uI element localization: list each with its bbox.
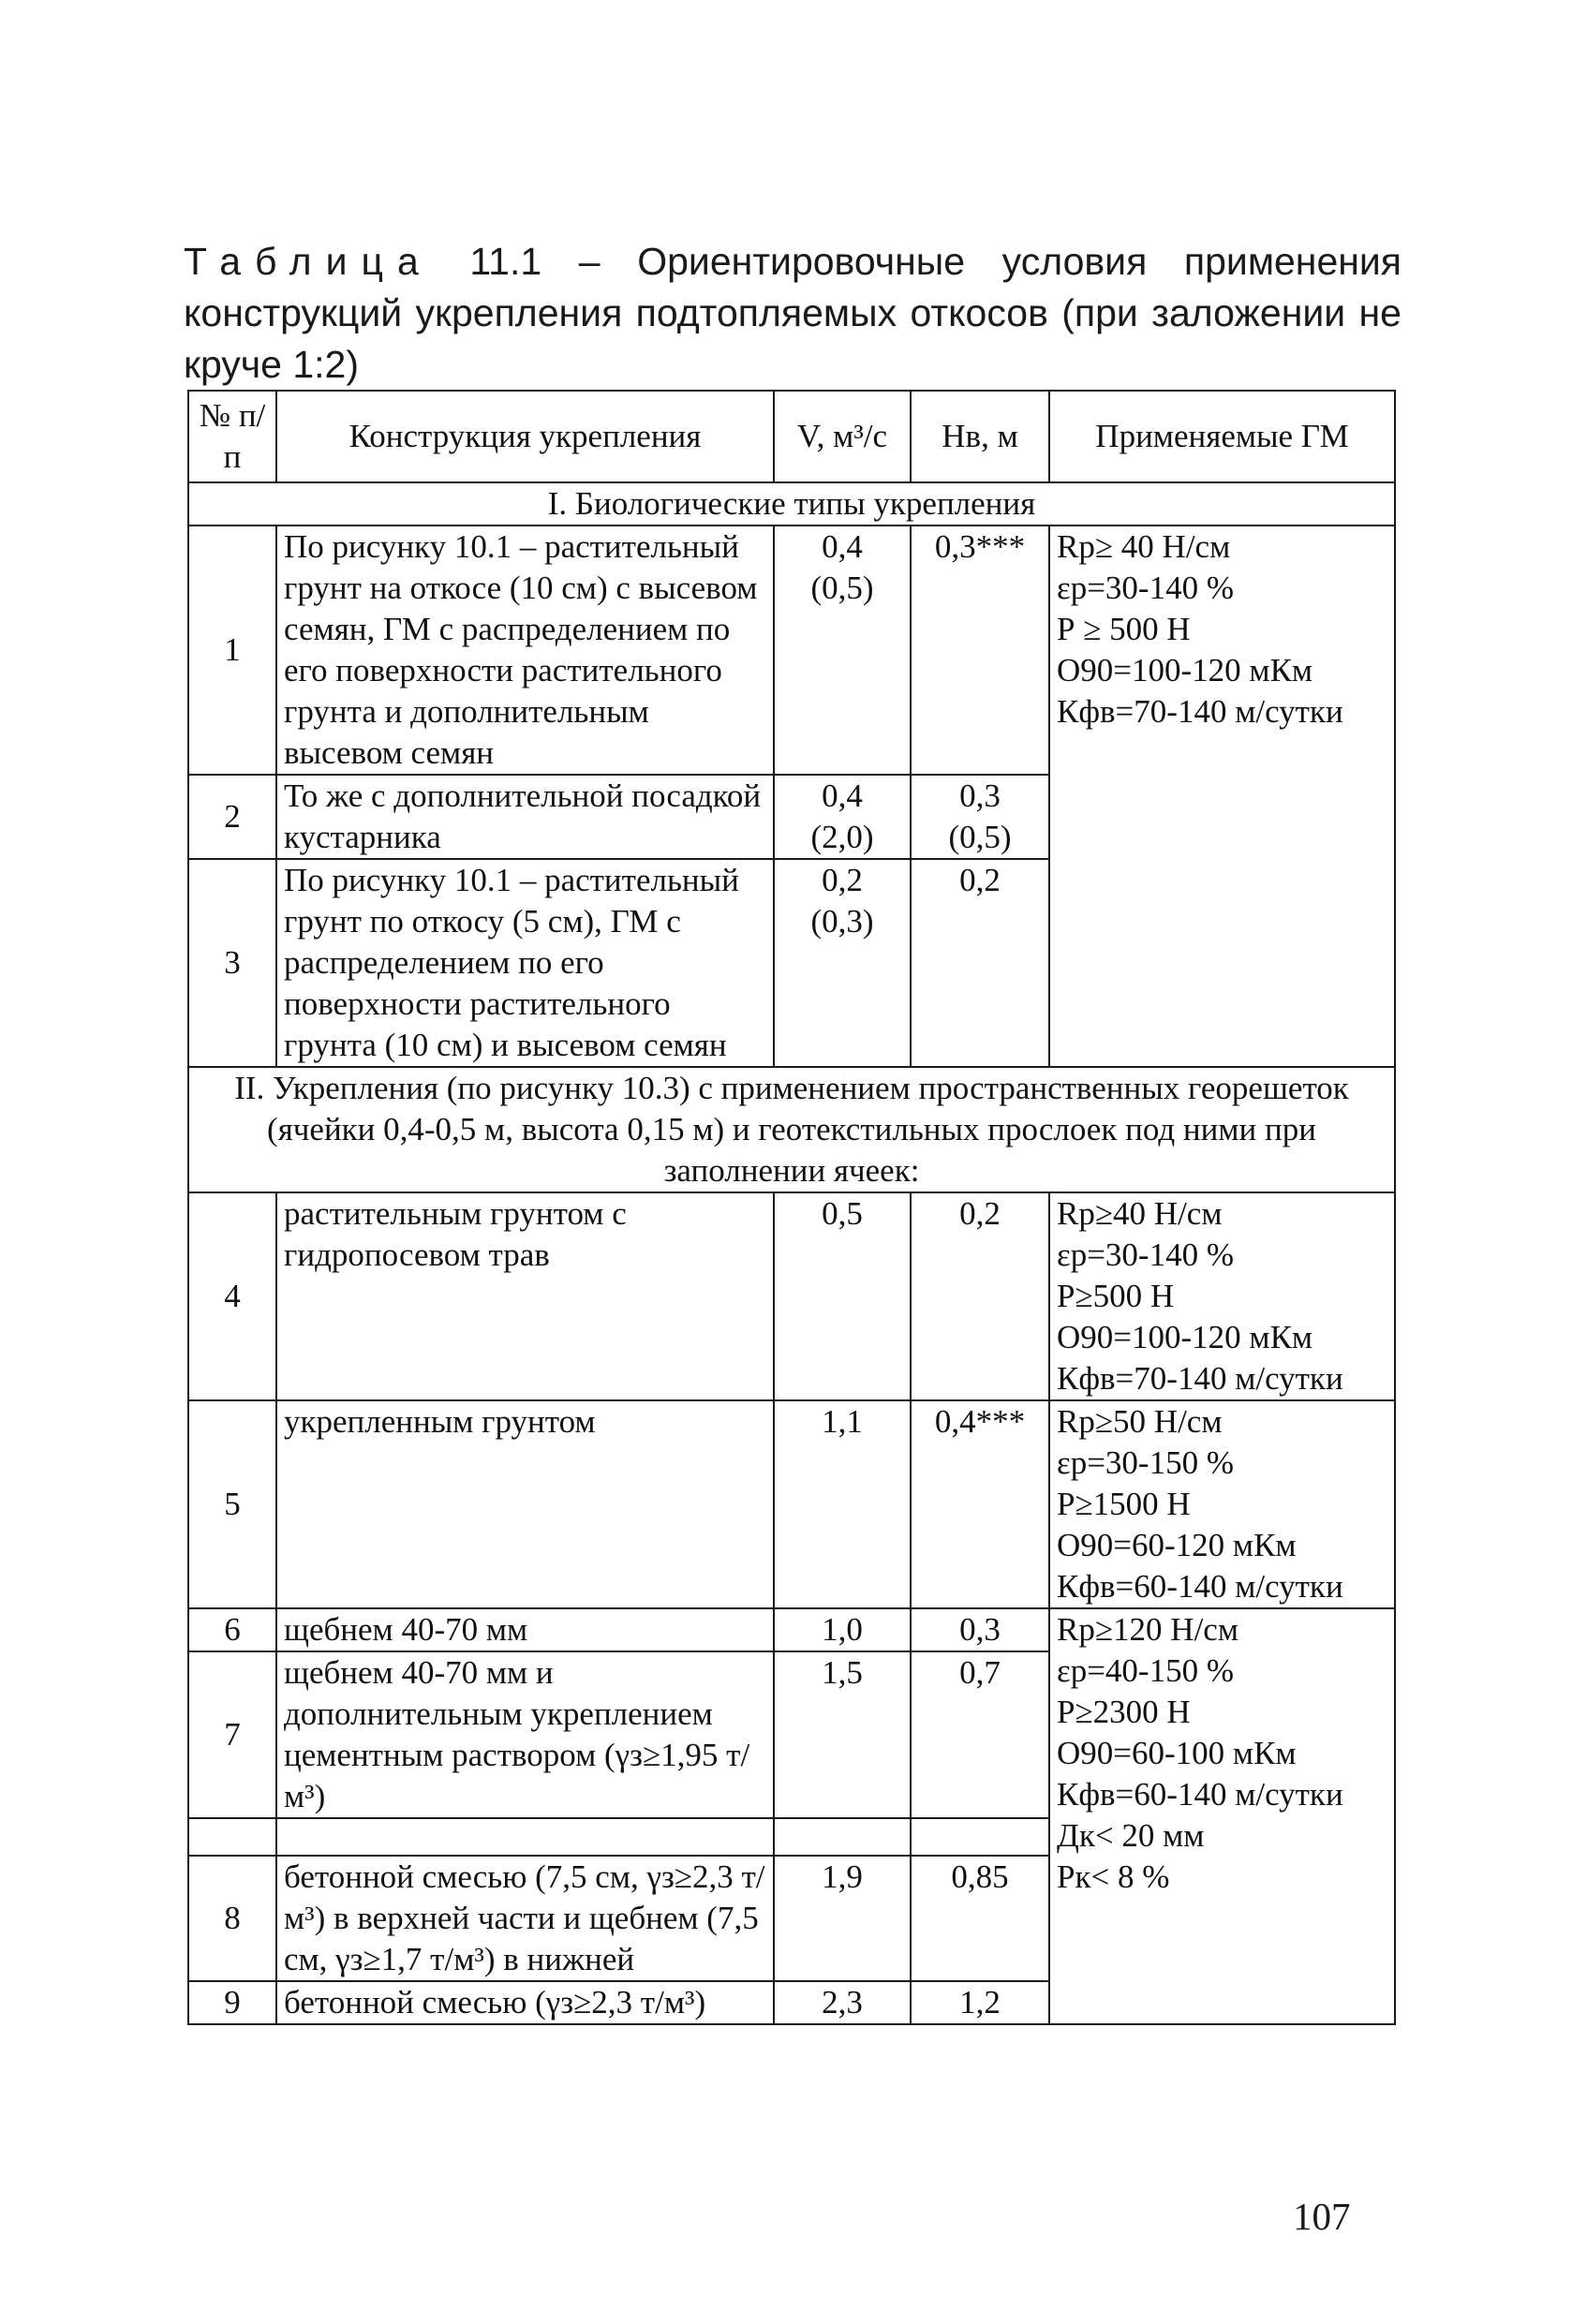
spacer-cell <box>188 1818 276 1856</box>
row-number: 2 <box>188 775 276 859</box>
row-h: 1,2 <box>911 1981 1049 2024</box>
caption-number: 11.1 <box>469 240 542 283</box>
row-number: 5 <box>188 1400 276 1608</box>
table-header-row <box>188 391 1395 482</box>
row-number: 7 <box>188 1651 276 1818</box>
row-h: 0,2 <box>911 859 1049 1067</box>
row-h: 0,2 <box>911 1192 1049 1400</box>
row-v: 1,0 <box>774 1608 911 1651</box>
header-construction: Конструкция укрепления <box>276 391 774 482</box>
row-v: 0,2 (0,3) <box>774 859 911 1067</box>
gm-group-5: Rр≥50 Н/см εр=30-150 % Р≥1500 Н О90=60-120 мКм Кфв=60-140 м/сутки <box>1049 1400 1395 1608</box>
row-h: 0,85 <box>911 1856 1049 1981</box>
row-h: 0,3*** <box>911 525 1049 775</box>
row-v: 2,3 <box>774 1981 911 2024</box>
header-v: V, м³/с <box>774 391 911 482</box>
spacer-cell <box>911 1818 1049 1856</box>
spacer-cell <box>276 1818 774 1856</box>
row-h: 0,3 <box>911 1608 1049 1651</box>
section-row <box>188 1067 1395 1192</box>
section-title-2: II. Укрепления (по рисунку 10.3) с применением пространственных георешеток (ячейки 0,4-0,5 м, высота 0,15 м) и геотекстильных прослоек под ними при заполнении ячеек: <box>188 1067 1395 1192</box>
row-h: 0,4*** <box>911 1400 1049 1608</box>
header-h: Нв, м <box>911 391 1049 482</box>
row-number: 9 <box>188 1981 276 2024</box>
row-number: 3 <box>188 859 276 1067</box>
caption-label: Таблица <box>184 240 433 283</box>
caption-text: – Ориентировочные условия применения конструкций укрепления подтопляемых откосов (при заложении не круче 1:2) <box>184 240 1401 386</box>
row-construction: По рисунку 10.1 – растительный грунт по откосу (5 см), ГМ с распределением по его поверхности растительного грунта (10 см) и высевом семян <box>276 859 774 1067</box>
row-construction: щебнем 40-70 мм и дополнительным укреплением цементным раствором (γз≥1,95 т/м³) <box>276 1651 774 1818</box>
table-row <box>188 1192 1395 1400</box>
row-construction: укрепленным грунтом <box>276 1400 774 1608</box>
conditions-table <box>187 390 1396 2025</box>
gm-group-4: Rр≥40 Н/см εр=30-140 % Р≥500 Н О90=100-120 мКм Кфв=70-140 м/сутки <box>1049 1192 1395 1400</box>
row-construction: бетонной смесью (7,5 см, γз≥2,3 т/м³) в верхней части и щебнем (7,5 см, γз≥1,7 т/м³) в нижней <box>276 1856 774 1981</box>
row-number: 8 <box>188 1856 276 1981</box>
row-v: 1,5 <box>774 1651 911 1818</box>
row-v: 1,9 <box>774 1856 911 1981</box>
table-caption <box>184 236 1401 391</box>
row-construction: бетонной смесью (γз≥2,3 т/м³) <box>276 1981 774 2024</box>
header-num: № п/п <box>188 391 276 482</box>
row-construction: растительным грунтом с гидропосевом трав <box>276 1192 774 1400</box>
header-gm: Применяемые ГМ <box>1049 391 1395 482</box>
row-construction: По рисунку 10.1 – растительный грунт на откосе (10 см) с высевом семян, ГМ с распределением по его поверхности растительного грунта и дополнительным высевом семян <box>276 525 774 775</box>
table-row <box>188 525 1395 775</box>
gm-group-1: Rр≥ 40 Н/см εр=30-140 % Р ≥ 500 Н О90=100-120 мКм Кфв=70-140 м/сутки <box>1049 525 1395 1067</box>
page-number: 107 <box>1293 2195 1351 2238</box>
row-construction: То же с дополнительной посадкой кустарника <box>276 775 774 859</box>
row-number: 1 <box>188 525 276 775</box>
row-v: 1,1 <box>774 1400 911 1608</box>
row-v: 0,4 (2,0) <box>774 775 911 859</box>
section-title-1: I. Биологические типы укрепления <box>188 482 1395 525</box>
table-row <box>188 1608 1395 1651</box>
row-h: 0,3 (0,5) <box>911 775 1049 859</box>
row-number: 6 <box>188 1608 276 1651</box>
row-number: 4 <box>188 1192 276 1400</box>
table-row <box>188 1400 1395 1608</box>
gm-group-6: Rр≥120 Н/см εр=40-150 % Р≥2300 Н О90=60-100 мКм Кфв=60-140 м/сутки Дк< 20 мм Рк< 8 % <box>1049 1608 1395 2024</box>
row-h: 0,7 <box>911 1651 1049 1818</box>
spacer-cell <box>774 1818 911 1856</box>
row-v: 0,4 (0,5) <box>774 525 911 775</box>
row-v: 0,5 <box>774 1192 911 1400</box>
row-construction: щебнем 40-70 мм <box>276 1608 774 1651</box>
section-row <box>188 482 1395 525</box>
